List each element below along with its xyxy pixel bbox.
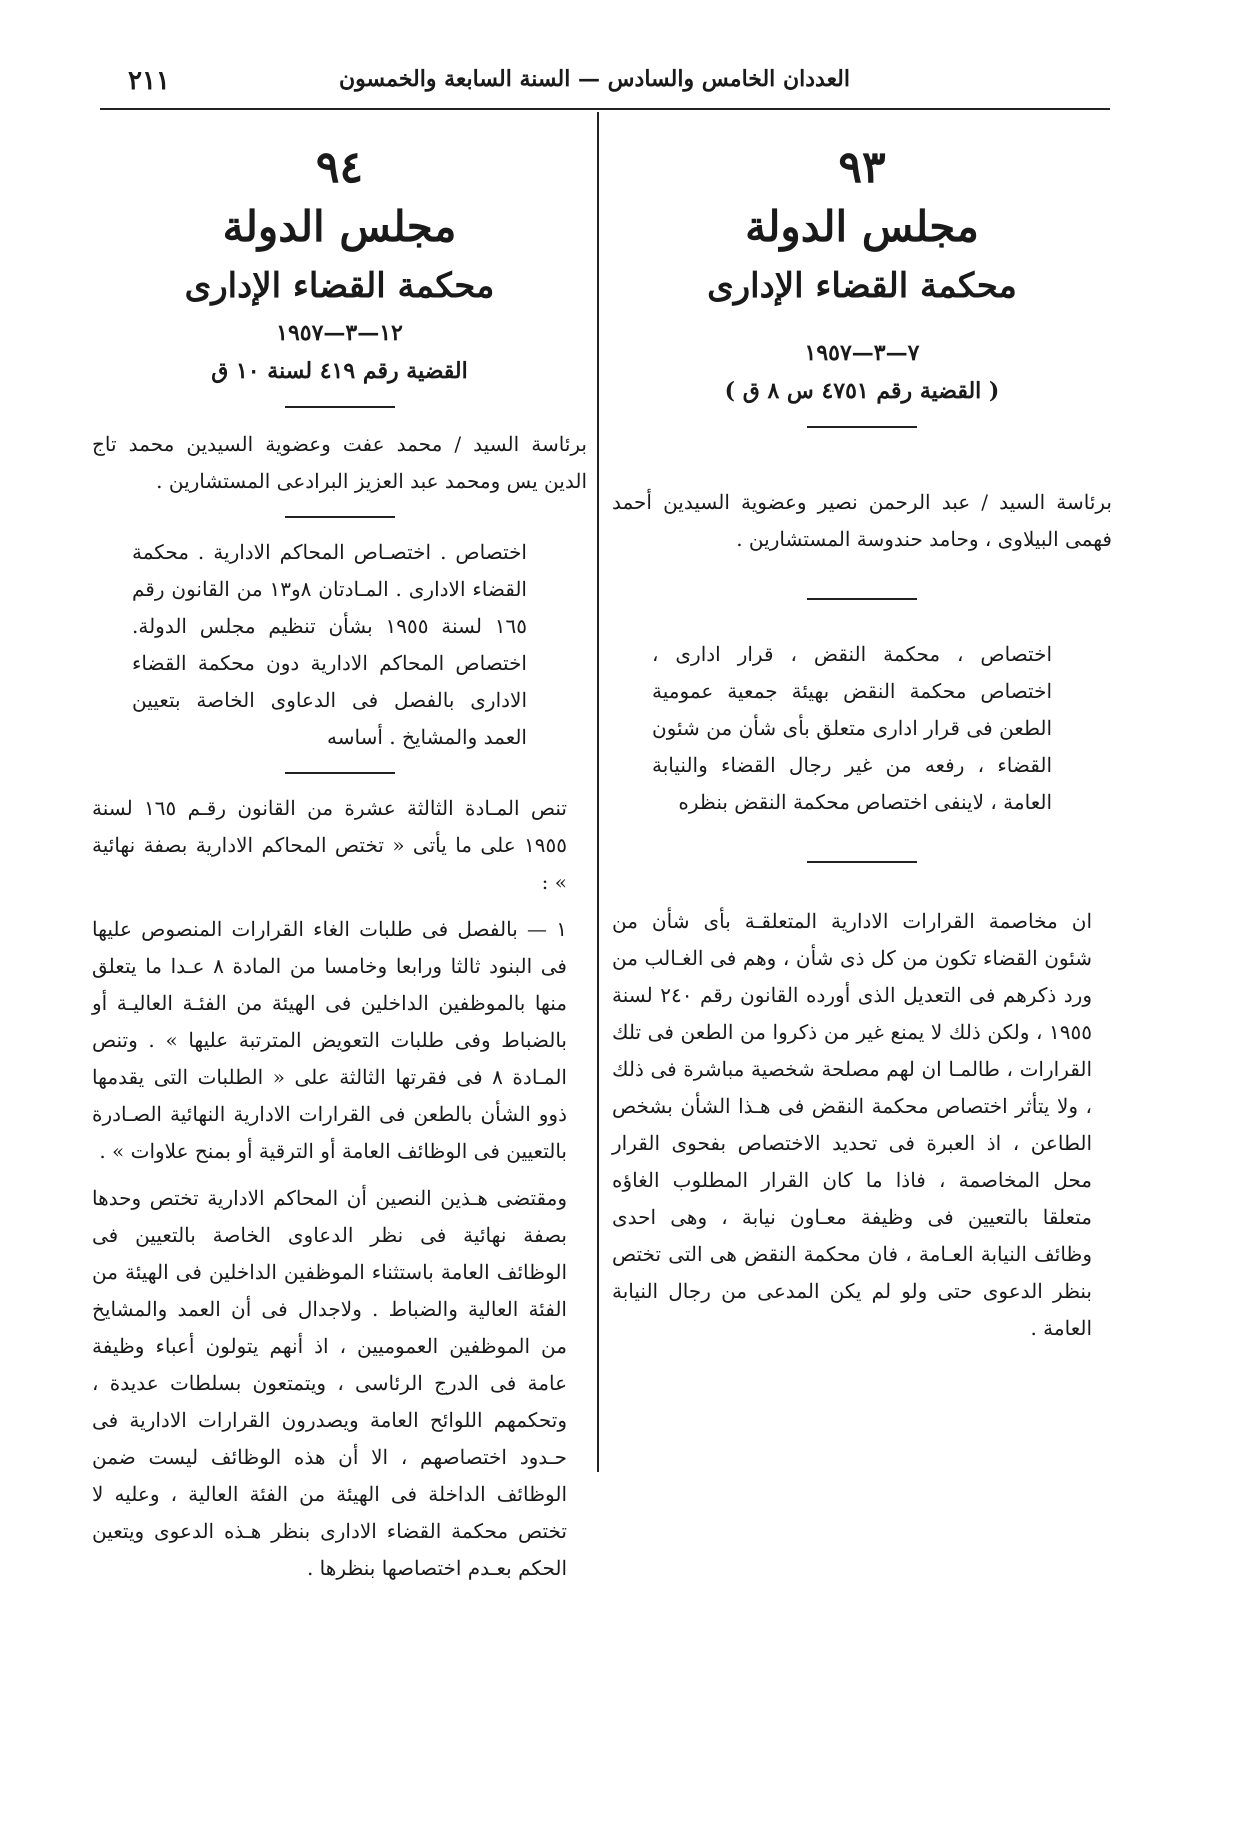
separator <box>285 406 395 408</box>
body-paragraph: ١ — بالفصل فى طلبات الغاء القرارات المنصوص عليها فى البنود ثالثا ورابعا وخامسا من المادة ٨ عـدا ما يتعلق منها بالموظفين الداخلين فى الهيئة من الفئـة العاليـة أو بالضباط وفى طلبات التعويض المترتبة عليها » . وتنص المـادة ٨ فى فقرتها الثالثة على « الطلبات التى يقدمها ذوو الشأن بالطعن فى القرارات الادارية النهائية الصـادرة بالتعيين فى الوظائف العامة أو الترقية أو بمنح علاوات » . <box>92 917 567 1163</box>
body-paragraph: ومقتضى هـذين النصين أن المحاكم الادارية تختص وحدها بصفة نهائية فى نظر الدعاوى الخاصة بالتعيين فى الوظائف العامة باستثناء الموظفين الداخلين فى الهيئة من الفئة العالية والضباط . ولاجدال فى أن العمد والمشايخ من الموظفين العموميين ، اذ أنهم يتولون أعباء وظيفة عامة فى الدرج الرئاسى ، ويتمتعون بسلطات عديدة ، وتحكمهم اللوائح العامة ويصدرون القرارات الادارية فى حـدود اختصاصهم ، الا أن هذه الوظائف ليست ضمن الوظائف الداخلة فى الهيئة من الفئة العالية ، وعليه لا تختص محكمة القضاء الادارى بنظر هـذه الدعوى ويتعين الحكم بعـدم اختصاصها بنظرها . <box>92 1186 567 1580</box>
page-header <box>100 40 1110 100</box>
court-title: محكمة القضاء الإدارى <box>184 266 495 306</box>
case-94-column <box>92 140 587 1587</box>
running-title: العددان الخامس والسادس — السنة السابعة والخمسون <box>338 66 850 92</box>
council-title: مجلس الدولة <box>745 202 979 251</box>
court-title: محكمة القضاء الإدارى <box>707 266 1017 306</box>
page-number: ٢١١ <box>128 66 170 96</box>
separator <box>807 861 917 863</box>
case-reference: ( القضية رقم ٤٧٥١ س ٨ ق ) <box>724 378 1000 404</box>
headnote-keywords: اختصاص . اختصـاص المحاكم الادارية . محكمة القضاء الادارى . المـادتان ٨و١٣ من القانون رقم ١٦٥ لسنة ١٩٥٥ بشأن تنظيم مجلس الدولة. اختصاص المحاكم الادارية دون محكمة القضاء الادارى بالفصل فى الدعاوى الخاصة بتعيين العمد والمشايخ . أساسه <box>132 540 527 749</box>
header-rule <box>100 108 1110 110</box>
judgment-date: ١٢—٣—١٩٥٧ <box>276 320 403 346</box>
case-number: ٩٤ <box>315 142 364 193</box>
judgment-date: ٧—٣—١٩٥٧ <box>804 340 920 366</box>
separator <box>807 426 917 428</box>
panel-composition: برئاسة السيد / محمد عفت وعضوية السيدين محمد تاج الدين يس ومحمد عبد العزيز البرادعى المستشارين . <box>92 432 587 493</box>
body-paragraph: تنص المـادة الثالثة عشرة من القانون رقـم ١٦٥ لسنة ١٩٥٥ على ما يأتى « تختص المحاكم الادارية بصفة نهائية » : <box>92 796 567 894</box>
column-divider <box>597 112 599 1472</box>
separator <box>807 598 917 600</box>
case-93-column <box>612 140 1112 1347</box>
separator <box>285 516 395 518</box>
headnote-keywords: اختصاص ، محكمة النقض ، قرار ادارى ، اختصاص محكمة النقض بهيئة جمعية عمومية الطعن فى قرار ادارى متعلق بأى شأن من شئون القضاء ، رفعه من غير رجال القضاء والنيابة العامة ، لاينفى اختصاص محكمة النقض بنظره <box>652 642 1052 814</box>
body-paragraph: ان مخاصمة القرارات الادارية المتعلقـة بأى شأن من شئون القضاء تكون من كل ذى شأن ، وهم فى الغـالب من ورد ذكرهم فى التعديل الذى أورده القانون رقم ٢٤٠ لسنة ١٩٥٥ ، ولكن ذلك لا يمنع غير من ذكروا من الطعن فى تلك القرارات ، طالمـا ان لهم مصلحة شخصية مباشرة فى ذلك ، ولا يتأثر اختصاص محكمة النقض فى هـذا الشأن بشخص الطاعن ، اذ العبرة فى تحديد الاختصاص بفحوى القرار محل المخاصمة ، فاذا ما كان القرار المطلوب الغاؤه متعلقا بالتعيين فى وظيفة معـاون نيابة ، وهى احدى وظائف النيابة العـامة ، فان محكمة النقض هى التى تختص بنظر الدعوى حتى ولو لم يكن المدعى من رجال النيابة العامة . <box>612 909 1092 1340</box>
panel-composition: برئاسة السيد / عبد الرحمن نصير وعضوية السيدين أحمد فهمى البيلاوى ، وحامد حندوسة المستشارين . <box>612 490 1112 551</box>
separator <box>285 772 395 774</box>
case-number: ٩٣ <box>838 142 886 193</box>
council-title: مجلس الدولة <box>222 202 457 251</box>
case-reference: القضية رقم ٤١٩ لسنة ١٠ ق <box>211 358 468 384</box>
